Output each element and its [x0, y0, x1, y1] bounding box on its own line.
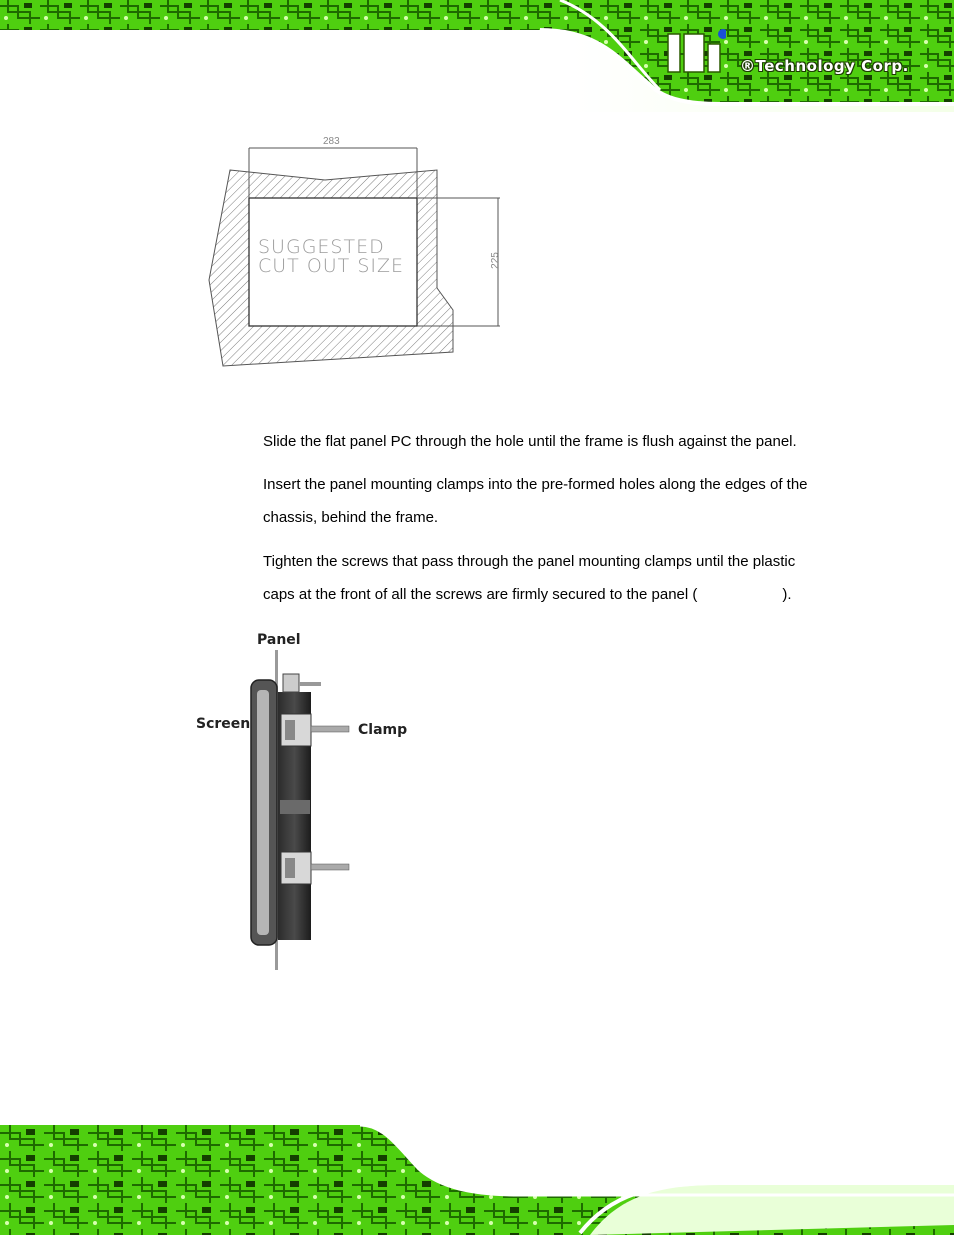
clamp-middle	[281, 714, 349, 746]
clamp-bottom	[281, 852, 349, 884]
clamp-top	[283, 674, 321, 692]
label-screen: Screen	[196, 716, 251, 732]
dimension-width: 283	[323, 136, 340, 147]
step-1: Slide the flat panel PC through the hole until the frame is flush against the panel.	[263, 433, 797, 450]
step-2: Insert the panel mounting clamps into the pre-formed holes along the edges of the chassis, behind the frame.	[263, 476, 808, 526]
label-panel: Panel	[257, 632, 301, 648]
logo-text: ®Technology Corp.	[740, 57, 909, 75]
company-logo	[666, 28, 726, 74]
step-3-end: ).	[782, 586, 792, 603]
dimension-height: 225	[489, 252, 501, 269]
header-banner	[0, 0, 954, 112]
iei-logo-icon	[666, 28, 726, 74]
cutout-label-line2: CUT OUT SIZE	[258, 255, 405, 277]
step-3-text: Tighten the screws that pass through the panel mounting clamps until the plastic caps at the front of all the screws are firmly secured to the panel (	[263, 553, 796, 603]
footer-banner	[0, 1125, 954, 1235]
clamp-diagram	[245, 650, 365, 975]
step-3	[263, 545, 818, 611]
cutout-label-line1: SUGGESTED	[258, 236, 385, 258]
label-clamp: Clamp	[358, 722, 408, 738]
